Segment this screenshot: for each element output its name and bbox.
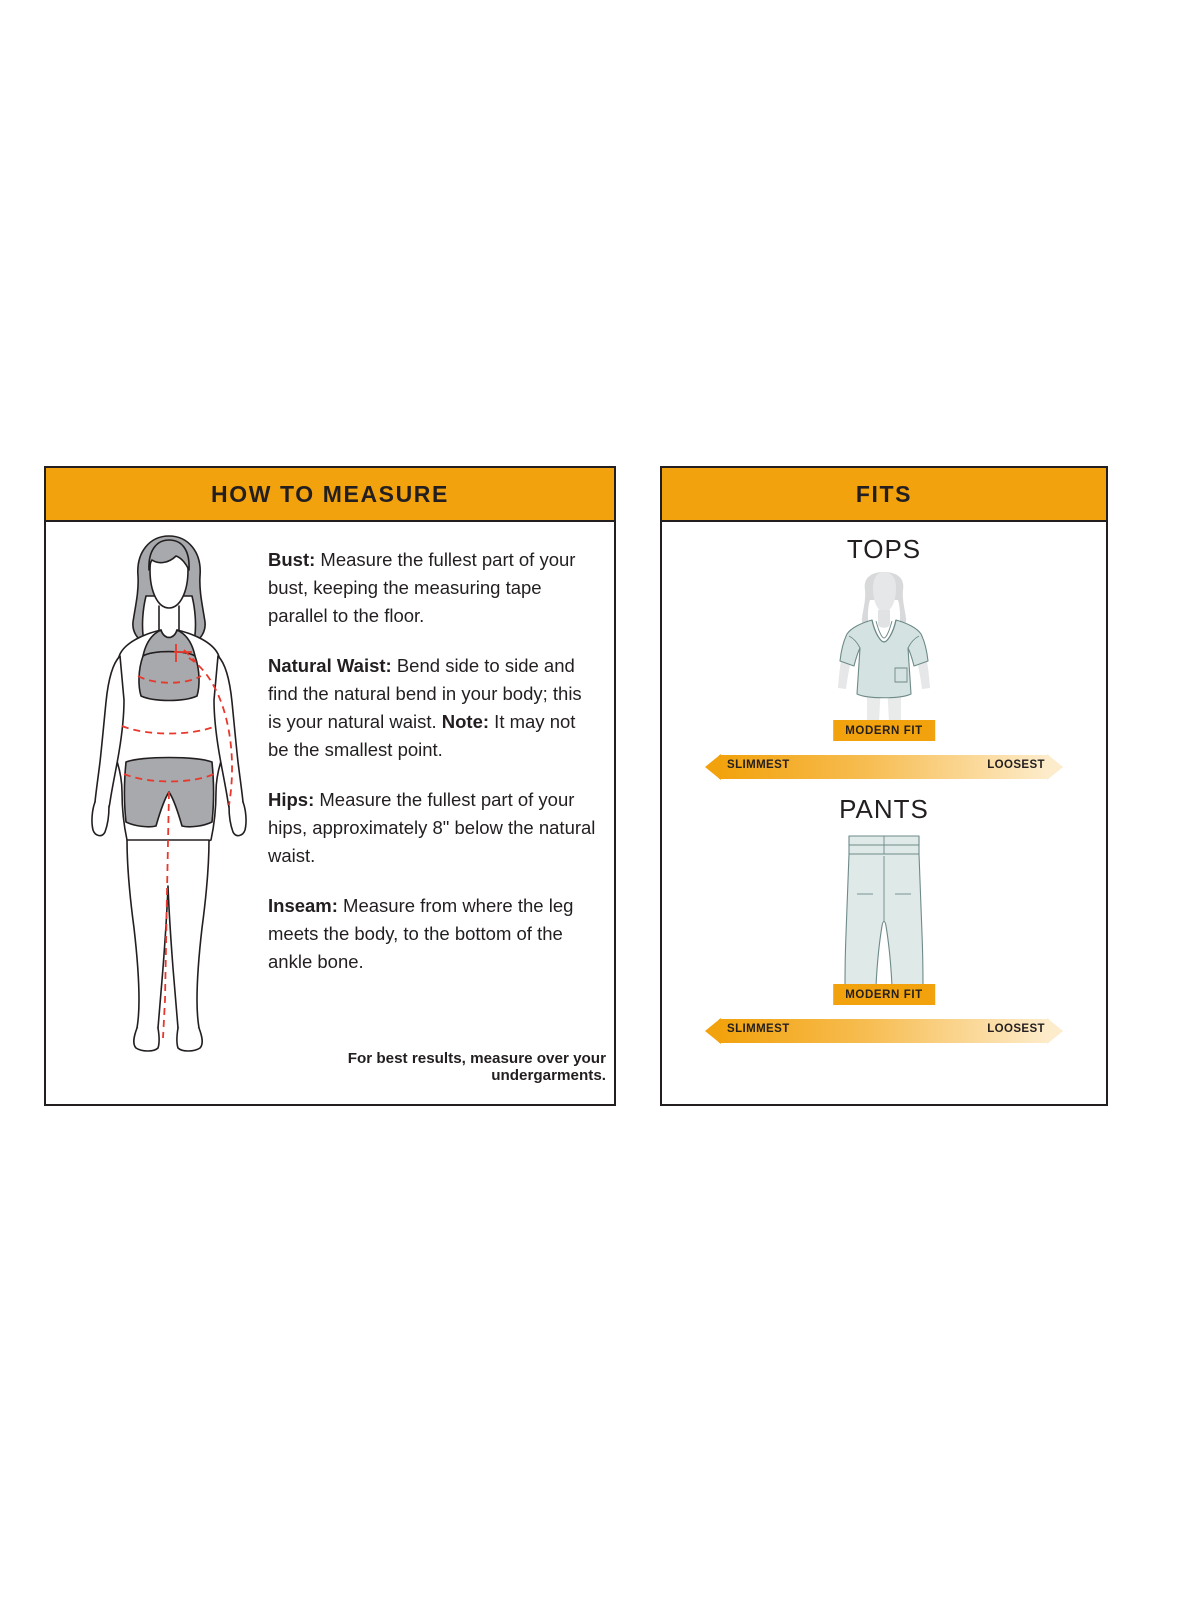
fits-body [662, 522, 1106, 1104]
measure-item-hips [268, 786, 598, 870]
female-body-figure [64, 530, 274, 1070]
how-to-measure-panel [44, 466, 616, 1106]
pants-section-title: PANTS [839, 794, 929, 824]
measure-instructions [268, 546, 598, 998]
how-to-measure-header [46, 468, 614, 522]
natural-waist-term: Natural Waist: [268, 655, 392, 676]
measure-item-natural-waist [268, 652, 598, 764]
inseam-term: Inseam: [268, 895, 338, 916]
how-to-measure-title: HOW TO MEASURE [211, 480, 449, 507]
fits-title: FITS [855, 480, 913, 507]
scrub-pants-illustration [662, 834, 1106, 994]
how-to-measure-body [46, 522, 614, 1104]
scrub-top-illustration [662, 572, 1106, 722]
tops-fit-scale [705, 750, 1063, 784]
measure-item-inseam [268, 892, 598, 976]
hips-text: Measure the fullest part of your hips, approximately 8" below the natural waist. [268, 789, 596, 866]
measure-item-bust [268, 546, 598, 630]
hips-term: Hips: [268, 789, 315, 810]
fits-panel [660, 466, 1108, 1106]
inseam-text: Measure from where the leg meets the body, to the bottom of the ankle bone. [268, 895, 574, 972]
bust-term: Bust: [268, 549, 316, 570]
measure-footnote: For best results, measure over your undergarments. [347, 1050, 606, 1084]
tops-scale-right-label: LOOSEST [987, 759, 1045, 771]
pants-fit-badge: MODERN FIT [833, 984, 935, 1005]
tops-section-title: TOPS [846, 534, 922, 564]
pants-scale-right-label: LOOSEST [987, 1023, 1045, 1035]
bust-text: Measure the fullest part of your bust, keeping the measuring tape parallel to the floor. [268, 549, 576, 626]
natural-waist-note-term: Note: [441, 711, 490, 732]
tops-fit-badge: MODERN FIT [833, 720, 935, 741]
pants-scale-left-label: SLIMMEST [727, 1023, 790, 1035]
fits-header [662, 468, 1106, 522]
tops-scale-left-label: SLIMMEST [727, 759, 790, 771]
natural-waist-note-text: It may not be the smallest point. [268, 711, 576, 760]
pants-fit-scale [705, 1014, 1063, 1048]
natural-waist-text: Bend side to side and find the natural bend in your body; this is your natural waist. [268, 655, 582, 732]
